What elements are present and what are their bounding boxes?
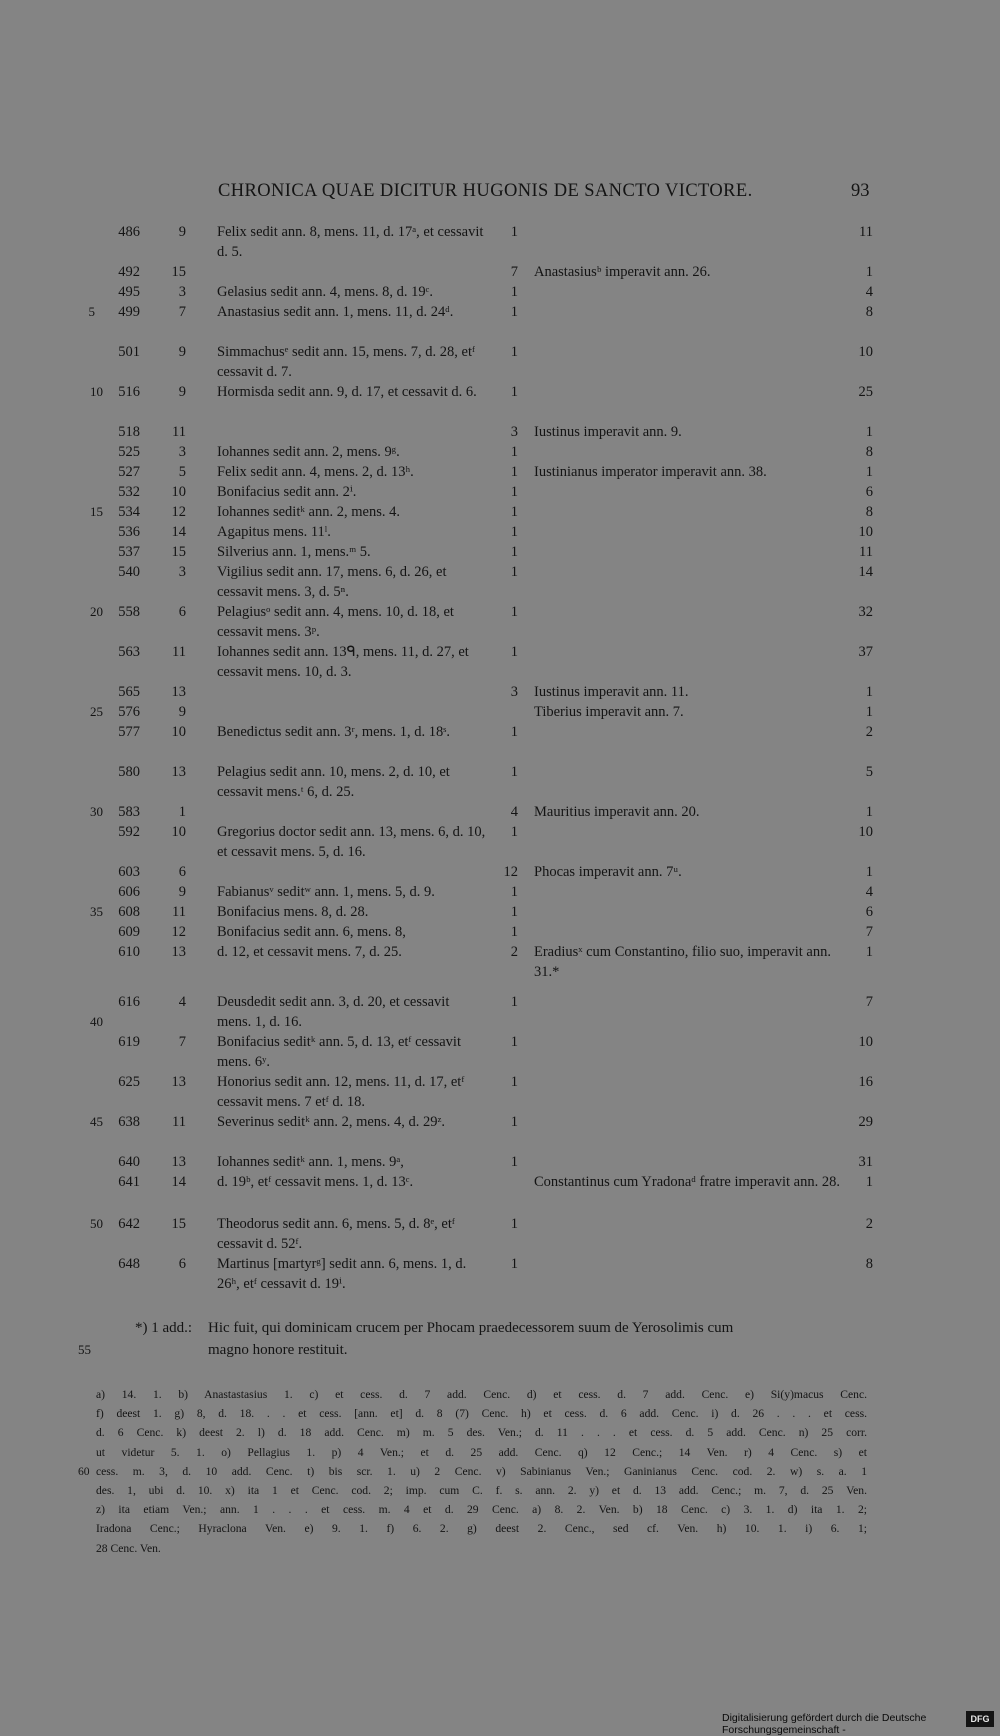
indiction-cell: 13 [171,944,186,960]
reign-year-cell: 1 [510,484,518,500]
reign-year-cell: 1 [510,284,518,300]
pope-entry: Honorius sedit ann. 12, mens. 11, d. 17, etᶠ cessavit mens. 7 etᶠ d. 18. [217,1074,465,1110]
emperor-year-cell: 1 [865,944,873,960]
indiction-cell: 5 [178,464,186,480]
emperor-year-cell: 11 [859,224,873,240]
year-cell: 501 [118,344,140,360]
emperor-year-cell: 1 [865,864,873,880]
year-cell: 537 [118,544,140,560]
reign-year-cell: 1 [510,1216,518,1232]
emperor-year-cell: 4 [865,284,873,300]
emperor-year-cell: 6 [865,904,873,920]
indiction-cell: 9 [178,384,186,400]
emperor-year-cell: 1 [865,704,873,720]
apparatus-line [0,1404,1000,1423]
year-cell: 642 [118,1216,140,1232]
dfg-logo: DFG [966,1711,994,1727]
year-cell: 608 [118,904,140,920]
reign-year-cell: 1 [510,1154,518,1170]
year-cell: 534 [118,504,140,520]
emperor-entry: Iustinus imperavit ann. 11. [534,684,689,700]
reign-year-cell: 1 [510,504,518,520]
indiction-cell: 10 [171,724,186,740]
emperor-year-cell: 8 [865,304,873,320]
emperor-year-cell: 5 [865,764,873,780]
reign-year-cell: 1 [510,994,518,1010]
apparatus-line [0,1481,1000,1500]
apparatus-line [0,1519,1000,1538]
year-cell: 583 [118,804,140,820]
emperor-entry: Tiberius imperavit ann. 7. [534,704,684,720]
indiction-cell: 3 [178,564,186,580]
reign-year-cell: 4 [510,804,518,820]
indiction-cell: 13 [171,764,186,780]
reign-year-cell: 1 [510,564,518,580]
pope-entry: d. 12, et cessavit mens. 7, d. 25. [217,944,402,960]
indiction-cell: 14 [171,1174,186,1190]
emperor-year-cell: 10 [858,1034,873,1050]
apparatus-text: des. 1, ubi d. 10. x) ita 1 et Cenc. cod. 2; imp. cum C. f. s. ann. 2. y) et d. 13 add. Cenc.; m. 7, d. 25 Ven. [96,1483,867,1497]
indiction-cell: 13 [171,1074,186,1090]
apparatus-line [0,1462,1000,1481]
year-cell: 606 [118,884,140,900]
reign-year-cell: 1 [510,1114,518,1130]
emperor-entry: Phocas imperavit ann. 7ᵘ. [534,864,682,880]
apparatus-text: d. 6 Cenc. k) deest 2. l) d. 18 add. Cenc. m) m. 5 des. Ven.; d. 11 . . . et cess. d. 5 add. Cenc. n) 25 corr. [96,1426,867,1440]
line-number: 40 [90,1014,103,1029]
reign-year-cell: 12 [503,864,518,880]
line-number: 25 [90,704,103,719]
year-cell: 540 [118,564,140,580]
pope-entry: Benedictus sedit ann. 3ʳ, mens. 1, d. 18ˢ. [217,724,450,740]
pope-entry: Theodorus sedit ann. 6, mens. 5, d. 8ᵉ, etᶠ cessavit d. 52ᶠ. [217,1216,455,1252]
year-cell: 516 [118,384,140,400]
pope-entry: Vigilius sedit ann. 17, mens. 6, d. 26, et cessavit mens. 3, d. 5ⁿ. [217,564,447,600]
pope-entry: Silverius ann. 1, mens.ᵐ 5. [217,544,371,560]
emperor-year-cell: 7 [865,924,873,940]
reign-year-cell: 3 [510,424,518,440]
emperor-year-cell: 31 [858,1154,873,1170]
pope-entry: Pelagiusᵒ sedit ann. 4, mens. 10, d. 18, et cessavit mens. 3ᵖ. [217,604,454,640]
apparatus-text: f) deest 1. g) 8, d. 18. . . et cess. [ann. et] d. 8 (7) Cenc. h) et cess. d. 6 add. Cenc. i) d. 26 . . . et cess. [96,1407,867,1421]
line-number: 30 [90,804,103,819]
pope-entry: Gelasius sedit ann. 4, mens. 8, d. 19ᶜ. [217,284,433,300]
apparatus-text: Iradona Cenc.; Hyraclona Ven. e) 9. 1. f) 6. 2. g) deest 2. Cenc., sed cf. Ven. h) 10. 1. i) 6. 1; [96,1522,867,1536]
year-cell: 558 [118,604,140,620]
year-cell: 609 [118,924,140,940]
pope-entry: Anastasius sedit ann. 1, mens. 11, d. 24ᵈ. [217,304,454,320]
year-cell: 563 [118,644,140,660]
pope-entry: Simmachusᵉ sedit ann. 15, mens. 7, d. 28, etᶠ cessavit d. 7. [217,344,476,380]
indiction-cell: 11 [172,1114,186,1130]
apparatus-line [0,1443,1000,1462]
pope-entry: Bonifacius mens. 8, d. 28. [217,904,369,920]
year-cell: 619 [118,1034,140,1050]
reign-year-cell: 1 [510,1256,518,1272]
pope-entry: Severinus seditᵏ ann. 2, mens. 4, d. 29ᶻ. [217,1114,446,1130]
pope-entry: Hormisda sedit ann. 9, d. 17, et cessavit d. 6. [217,384,477,400]
year-cell: 580 [118,764,140,780]
emperor-entry: Constantinus cum Yradonaᵈ fratre imperavit ann. 28. [534,1174,840,1190]
apparatus-line [0,1539,1000,1558]
indiction-cell: 12 [171,504,186,520]
pope-entry: Bonifacius sedit ann. 2ⁱ. [217,484,357,500]
pope-entry: Martinus [martyrᵍ] sedit ann. 6, mens. 1, d. 26ʰ, etᶠ cessavit d. 19ⁱ. [217,1256,467,1292]
indiction-cell: 9 [178,884,186,900]
emperor-year-cell: 25 [858,384,873,400]
pope-entry: Deusdedit sedit ann. 3, d. 20, et cessavit mens. 1, d. 16. [217,994,450,1030]
pope-entry: Felix sedit ann. 4, mens. 2, d. 13ʰ. [217,464,414,480]
reign-year-cell: 3 [510,684,518,700]
line-number: 60 [78,1464,90,1478]
pope-entry: Bonifacius sedit ann. 6, mens. 8, [217,924,406,940]
year-cell: 603 [118,864,140,880]
digitization-credit: Digitalisierung gefördert durch die Deutsche Forschungsgemeinschaft - [722,1712,927,1736]
reign-year-cell: 1 [510,384,518,400]
emperor-year-cell: 1 [865,464,873,480]
indiction-cell: 11 [172,904,186,920]
year-cell: 577 [118,724,140,740]
indiction-cell: 9 [178,224,186,240]
year-cell: 565 [118,684,140,700]
line-number: 5 [88,304,95,319]
emperor-year-cell: 8 [865,504,873,520]
pope-entry: d. 19ᵇ, etᶠ cessavit mens. 1, d. 13ᶜ. [217,1174,414,1190]
indiction-cell: 11 [172,644,186,660]
page-number: 93 [851,181,870,201]
line-number: 20 [90,604,103,619]
emperor-entry: Eradiusˣ cum Constantino, filio suo, imperavit ann. 31.* [534,944,831,980]
footnote-mark: *) 1 add.: [135,1320,193,1336]
emperor-year-cell: 6 [865,484,873,500]
year-cell: 641 [118,1174,140,1190]
footnote-text-line-2: magno honore restituit. [208,1342,348,1358]
emperor-year-cell: 32 [858,604,873,620]
emperor-year-cell: 29 [858,1114,873,1130]
reign-year-cell: 1 [510,524,518,540]
emperor-year-cell: 1 [865,1174,873,1190]
indiction-cell: 6 [178,1256,186,1272]
apparatus-line [0,1500,1000,1519]
emperor-entry: Iustinus imperavit ann. 9. [534,424,682,440]
indiction-cell: 6 [178,864,186,880]
page-header [0,181,1000,207]
year-cell: 532 [118,484,140,500]
pope-entry: Gregorius doctor sedit ann. 13, mens. 6, d. 10, et cessavit mens. 5, d. 16. [217,824,486,860]
year-cell: 625 [118,1074,140,1090]
emperor-year-cell: 16 [858,1074,873,1090]
year-cell: 610 [118,944,140,960]
reign-year-cell: 1 [510,344,518,360]
line-number: 45 [90,1114,103,1129]
emperor-year-cell: 1 [865,684,873,700]
year-cell: 648 [118,1256,140,1272]
reign-year-cell: 1 [510,604,518,620]
pope-entry: Felix sedit ann. 8, mens. 11, d. 17ᵃ, et cessavit d. 5. [217,224,484,260]
line-number: 50 [90,1216,103,1231]
apparatus-text: 28 Cenc. Ven. [96,1541,161,1555]
emperor-year-cell: 7 [865,994,873,1010]
indiction-cell: 15 [171,264,186,280]
indiction-cell: 9 [178,344,186,360]
pope-entry: Bonifacius seditᵏ ann. 5, d. 13, etᶠ cessavit mens. 6ʸ. [217,1034,461,1070]
indiction-cell: 3 [178,444,186,460]
critical-apparatus [0,1385,1000,1558]
reign-year-cell: 1 [510,544,518,560]
indiction-cell: 1 [178,804,186,820]
indiction-cell: 15 [171,544,186,560]
indiction-cell: 11 [172,424,186,440]
apparatus-text: z) ita etiam Ven.; ann. 1 . . . et cess. m. 4 et d. 29 Cenc. a) 8. 2. Ven. b) 18 Cenc. c) 3. 1. d) ita 1. 2; [96,1503,867,1517]
emperor-year-cell: 37 [858,644,873,660]
year-cell: 486 [118,224,140,240]
year-cell: 527 [118,464,140,480]
year-cell: 536 [118,524,140,540]
running-title: CHRONICA QUAE DICITUR HUGONIS DE SANCTO VICTORE. [218,181,753,201]
line-number: 35 [90,904,103,919]
emperor-year-cell: 2 [865,1216,873,1232]
year-cell: 499 [118,304,140,320]
indiction-cell: 13 [171,1154,186,1170]
apparatus-text: a) 14. 1. b) Anastastasius 1. c) et cess. d. 7 add. Cenc. d) et cess. d. 7 add. Cenc. e) Si(y)macus Cenc. [96,1388,867,1401]
emperor-year-cell: 2 [865,724,873,740]
emperor-year-cell: 1 [865,424,873,440]
line-number: 10 [90,384,103,399]
line-number: 55 [78,1342,91,1357]
reign-year-cell: 1 [510,464,518,480]
year-cell: 492 [118,264,140,280]
indiction-cell: 3 [178,284,186,300]
reign-year-cell: 1 [510,904,518,920]
reign-year-cell: 1 [510,444,518,460]
year-cell: 495 [118,284,140,300]
pope-entry: Iohannes seditᵏ ann. 2, mens. 4. [217,504,400,520]
year-cell: 576 [118,704,140,720]
emperor-year-cell: 14 [858,564,873,580]
apparatus-text: ut videtur 5. 1. o) Pellagius 1. p) 4 Ven.; et d. 25 add. Cenc. q) 12 Cenc.; 14 Ven. r) 4 Cenc. s) et [96,1445,867,1459]
emperor-entry: Iustinianus imperator imperavit ann. 38. [534,464,767,480]
emperor-year-cell: 8 [865,444,873,460]
pope-entry: Iohannes seditᵏ ann. 1, mens. 9ᵃ, [217,1154,404,1170]
indiction-cell: 9 [178,704,186,720]
indiction-cell: 7 [178,1034,186,1050]
line-number: 15 [90,504,103,519]
apparatus-line [0,1423,1000,1442]
indiction-cell: 10 [171,484,186,500]
reign-year-cell: 1 [510,304,518,320]
reign-year-cell: 1 [510,724,518,740]
pope-entry: Iohannes sedit ann. 2, mens. 9ᵍ. [217,444,400,460]
reign-year-cell: 1 [510,1074,518,1090]
reign-year-cell: 2 [510,944,518,960]
indiction-cell: 13 [171,684,186,700]
emperor-year-cell: 8 [865,1256,873,1272]
emperor-year-cell: 4 [865,884,873,900]
emperor-year-cell: 11 [859,544,873,560]
apparatus-text: cess. m. 3, d. 10 add. Cenc. t) bis scr. 1. u) 2 Cenc. v) Sabinianus Ven.; Ganinianus Cenc. cod. 2. w) s. a. 1 [96,1464,867,1478]
pope-entry: Agapitus mens. 11ˡ. [217,524,331,540]
indiction-cell: 12 [171,924,186,940]
pope-entry: Pelagius sedit ann. 10, mens. 2, d. 10, et cessavit mens.ᵗ 6, d. 25. [217,764,450,800]
emperor-entry: Anastasiusᵇ imperavit ann. 26. [534,264,711,280]
indiction-cell: 6 [178,604,186,620]
reign-year-cell: 1 [510,924,518,940]
year-cell: 640 [118,1154,140,1170]
indiction-cell: 14 [171,524,186,540]
emperor-year-cell: 1 [865,804,873,820]
year-cell: 616 [118,994,140,1010]
year-cell: 638 [118,1114,140,1130]
reign-year-cell: 1 [510,224,518,240]
footnote-text-line-1: Hic fuit, qui dominicam crucem per Phocam praedecessorem suum de Yerosolimis cum [208,1320,734,1336]
pope-entry: Iohannes sedit ann. 13ᑫ, mens. 11, d. 27, et cessavit mens. 10, d. 3. [217,644,469,680]
indiction-cell: 15 [171,1216,186,1232]
apparatus-line [0,1385,1000,1404]
emperor-year-cell: 1 [865,264,873,280]
year-cell: 592 [118,824,140,840]
reign-year-cell: 1 [510,824,518,840]
reign-year-cell: 1 [510,884,518,900]
emperor-year-cell: 10 [858,344,873,360]
year-cell: 525 [118,444,140,460]
indiction-cell: 4 [178,994,186,1010]
reign-year-cell: 1 [510,764,518,780]
indiction-cell: 10 [171,824,186,840]
indiction-cell: 7 [178,304,186,320]
pope-entry: Fabianusᵛ seditʷ ann. 1, mens. 5, d. 9. [217,884,435,900]
emperor-year-cell: 10 [858,524,873,540]
emperor-year-cell: 10 [858,824,873,840]
reign-year-cell: 7 [510,264,518,280]
year-cell: 518 [118,424,140,440]
reign-year-cell: 1 [510,1034,518,1050]
emperor-entry: Mauritius imperavit ann. 20. [534,804,700,820]
reign-year-cell: 1 [510,644,518,660]
